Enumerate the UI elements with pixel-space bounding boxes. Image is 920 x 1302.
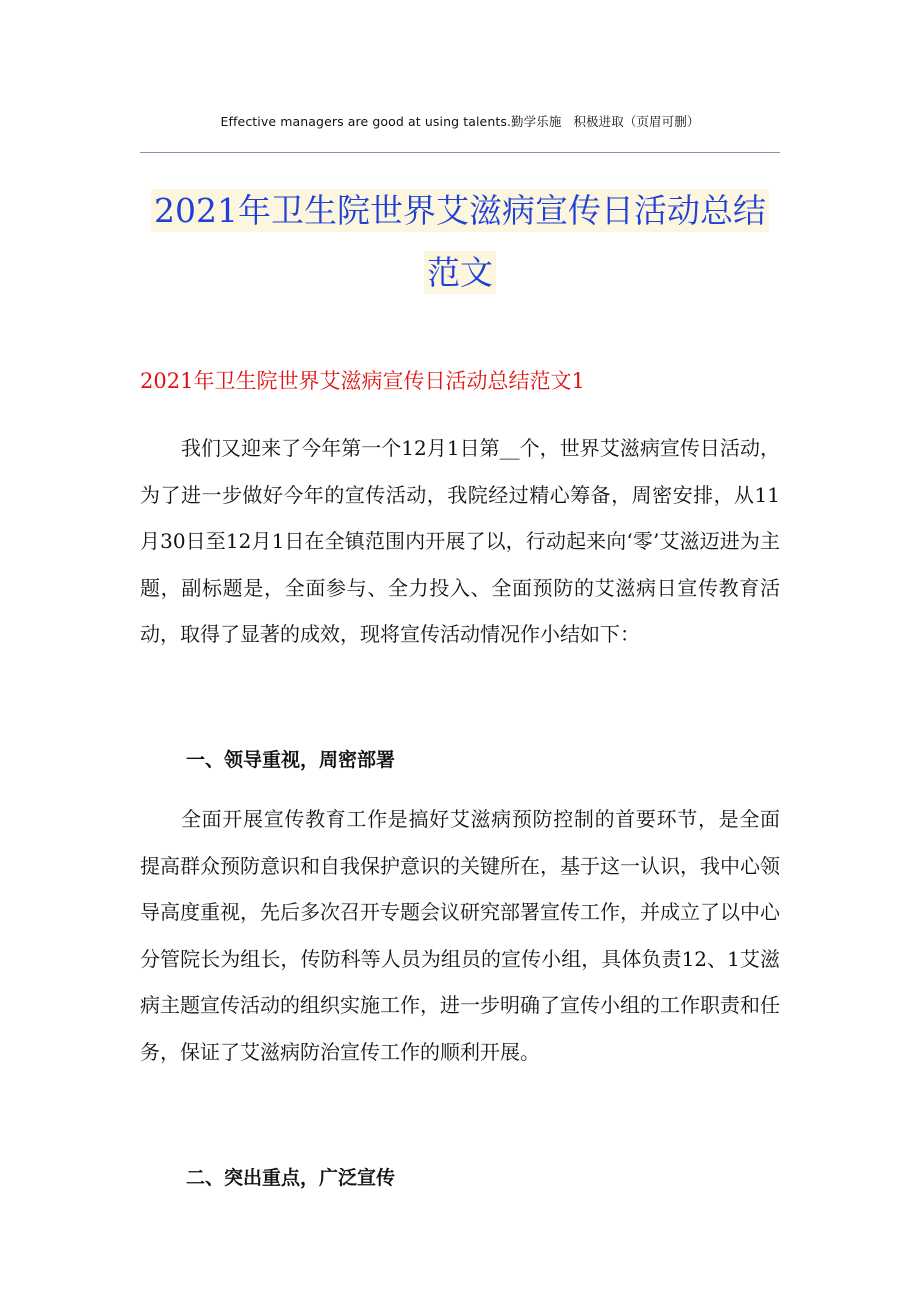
title-line-2: 范文	[424, 251, 496, 294]
section-heading-2: 二、突出重点，广泛宣传	[186, 1167, 396, 1189]
header-divider	[140, 152, 780, 153]
header-chinese-text-b: 积极进取（页眉可删）	[573, 114, 700, 129]
title-line-1: 2021年卫生院世界艾滋病宣传日活动总结	[151, 189, 769, 232]
header-english-text: Effective managers are good at using talents.	[220, 114, 512, 129]
document-title	[140, 180, 780, 304]
section-heading-1: 一、领导重视，周密部署	[186, 749, 396, 771]
paragraph-leadership: 全面开展宣传教育工作是搞好艾滋病预防控制的首要环节，是全面提高群众预防意识和自我保护意识的关键所在，基于这一认识，我中心领导高度重视，先后多次召开专题会议研究部署宣传工作，并成立了以中心分管院长为组长，传防科等人员为组员的宣传小组，具体负责12、1艾滋病主题宣传活动的组织实施工作，进一步明确了宣传小组的工作职责和任务，保证了艾滋病防治宣传工作的顺利开展。	[140, 807, 780, 1064]
header-chinese-text-a: 勤学乐施	[511, 114, 562, 129]
section-subtitle: 2021年卫生院世界艾滋病宣传日活动总结范文1	[140, 369, 585, 393]
paragraph-intro: 我们又迎来了今年第一个12月1日第__个，世界艾滋病宣传日活动，为了进一步做好今年的宣传活动，我院经过精心筹备，周密安排，从11月30日至12月1日在全镇范围内开展了以，行动起来向‘零’艾滋迈进为主题，副标题是，全面参与、全力投入、全面预防的艾滋病日宣传教育活动，取得了显著的成效，现将宣传活动情况作小结如下：	[140, 436, 780, 646]
page-header	[140, 112, 780, 130]
